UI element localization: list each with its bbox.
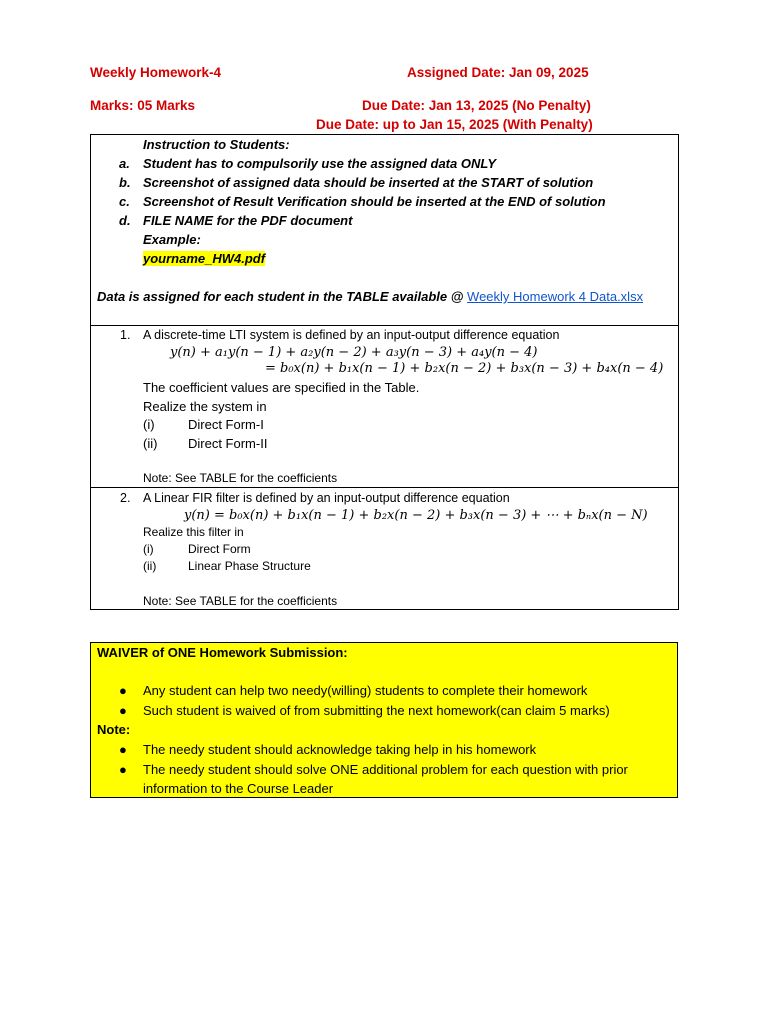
- due-date-no-penalty: Due Date: Jan 13, 2025 (No Penalty): [362, 98, 591, 113]
- instruction-marker: a.: [119, 156, 130, 171]
- part-marker: (i): [143, 542, 154, 556]
- waiver-item: The needy student should solve ONE additional problem for each question with prior: [143, 762, 628, 777]
- waiver-item: Any student can help two needy(willing) students to complete their homework: [143, 683, 588, 698]
- waiver-item-continuation: information to the Course Leader: [143, 781, 334, 796]
- question1-coeff-text: The coefficient values are specified in the Table.: [143, 380, 420, 395]
- example-label: Example:: [143, 232, 201, 247]
- bullet-icon: ●: [119, 703, 127, 718]
- question1-equation-line2: = b₀x(n) + b₁x(n − 1) + b₂x(n − 2) + b₃x(n − 3) + b₄x(n − 4): [265, 361, 664, 376]
- example-filename: yourname_HW4.pdf: [143, 251, 266, 266]
- part-marker: (ii): [143, 436, 158, 451]
- instruction-item: Screenshot of Result Verification should be inserted at the END of solution: [143, 194, 606, 209]
- question2-intro: A Linear FIR filter is defined by an input-output difference equation: [143, 491, 510, 505]
- instruction-marker: d.: [119, 213, 131, 228]
- instruction-marker: c.: [119, 194, 130, 209]
- question1-equation-line1: y(n) + a₁y(n − 1) + a₂y(n − 2) + a₃y(n − 3) + a₄y(n − 4): [170, 345, 538, 360]
- waiver-item: Such student is waived of from submitting the next homework(can claim 5 marks): [143, 703, 610, 718]
- instructions-heading: Instruction to Students:: [143, 137, 290, 152]
- part-text: Direct Form-I: [188, 417, 264, 432]
- question2-realize: Realize this filter in: [143, 525, 244, 539]
- instruction-marker: b.: [119, 175, 131, 190]
- assigned-date: Assigned Date: Jan 09, 2025: [407, 65, 589, 80]
- instruction-item: Screenshot of assigned data should be inserted at the START of solution: [143, 175, 594, 190]
- data-note-text: Data is assigned for each student in the TABLE available @: [97, 289, 468, 304]
- instruction-item: Student has to compulsorily use the assigned data ONLY: [143, 156, 496, 171]
- question1-note: Note: See TABLE for the coefficients: [143, 471, 338, 485]
- part-text: Direct Form-II: [188, 436, 268, 451]
- waiver-item: The needy student should acknowledge taking help in his homework: [143, 742, 537, 757]
- waiver-heading: WAIVER of ONE Homework Submission:: [97, 645, 348, 660]
- question2-note: Note: See TABLE for the coefficients: [143, 594, 338, 608]
- question2-equation: y(n) = b₀x(n) + b₁x(n − 1) + b₂x(n − 2) + b₃x(n − 3) + ⋯ + bₙx(n − N): [184, 508, 648, 523]
- bullet-icon: ●: [119, 742, 127, 757]
- bullet-icon: ●: [119, 762, 127, 777]
- question1-number: 1.: [120, 328, 131, 342]
- question2-number: 2.: [120, 491, 131, 505]
- marks: Marks: 05 Marks: [90, 98, 196, 113]
- due-date-with-penalty: Due Date: up to Jan 15, 2025 (With Penalty): [316, 117, 593, 132]
- instruction-item: FILE NAME for the PDF document: [143, 213, 353, 228]
- part-marker: (ii): [143, 559, 157, 573]
- question2-box: [90, 487, 679, 610]
- bullet-icon: ●: [119, 683, 127, 698]
- part-marker: (i): [143, 417, 155, 432]
- part-text: Linear Phase Structure: [188, 559, 311, 573]
- question1-realize: Realize the system in: [143, 399, 267, 414]
- data-note: [97, 289, 643, 304]
- homework-title: Weekly Homework-4: [90, 65, 222, 80]
- waiver-note-label: Note:: [97, 722, 131, 737]
- question1-intro: A discrete-time LTI system is defined by an input-output difference equation: [143, 328, 560, 342]
- data-file-link[interactable]: Weekly Homework 4 Data.xlsx: [467, 289, 644, 304]
- part-text: Direct Form: [188, 542, 251, 556]
